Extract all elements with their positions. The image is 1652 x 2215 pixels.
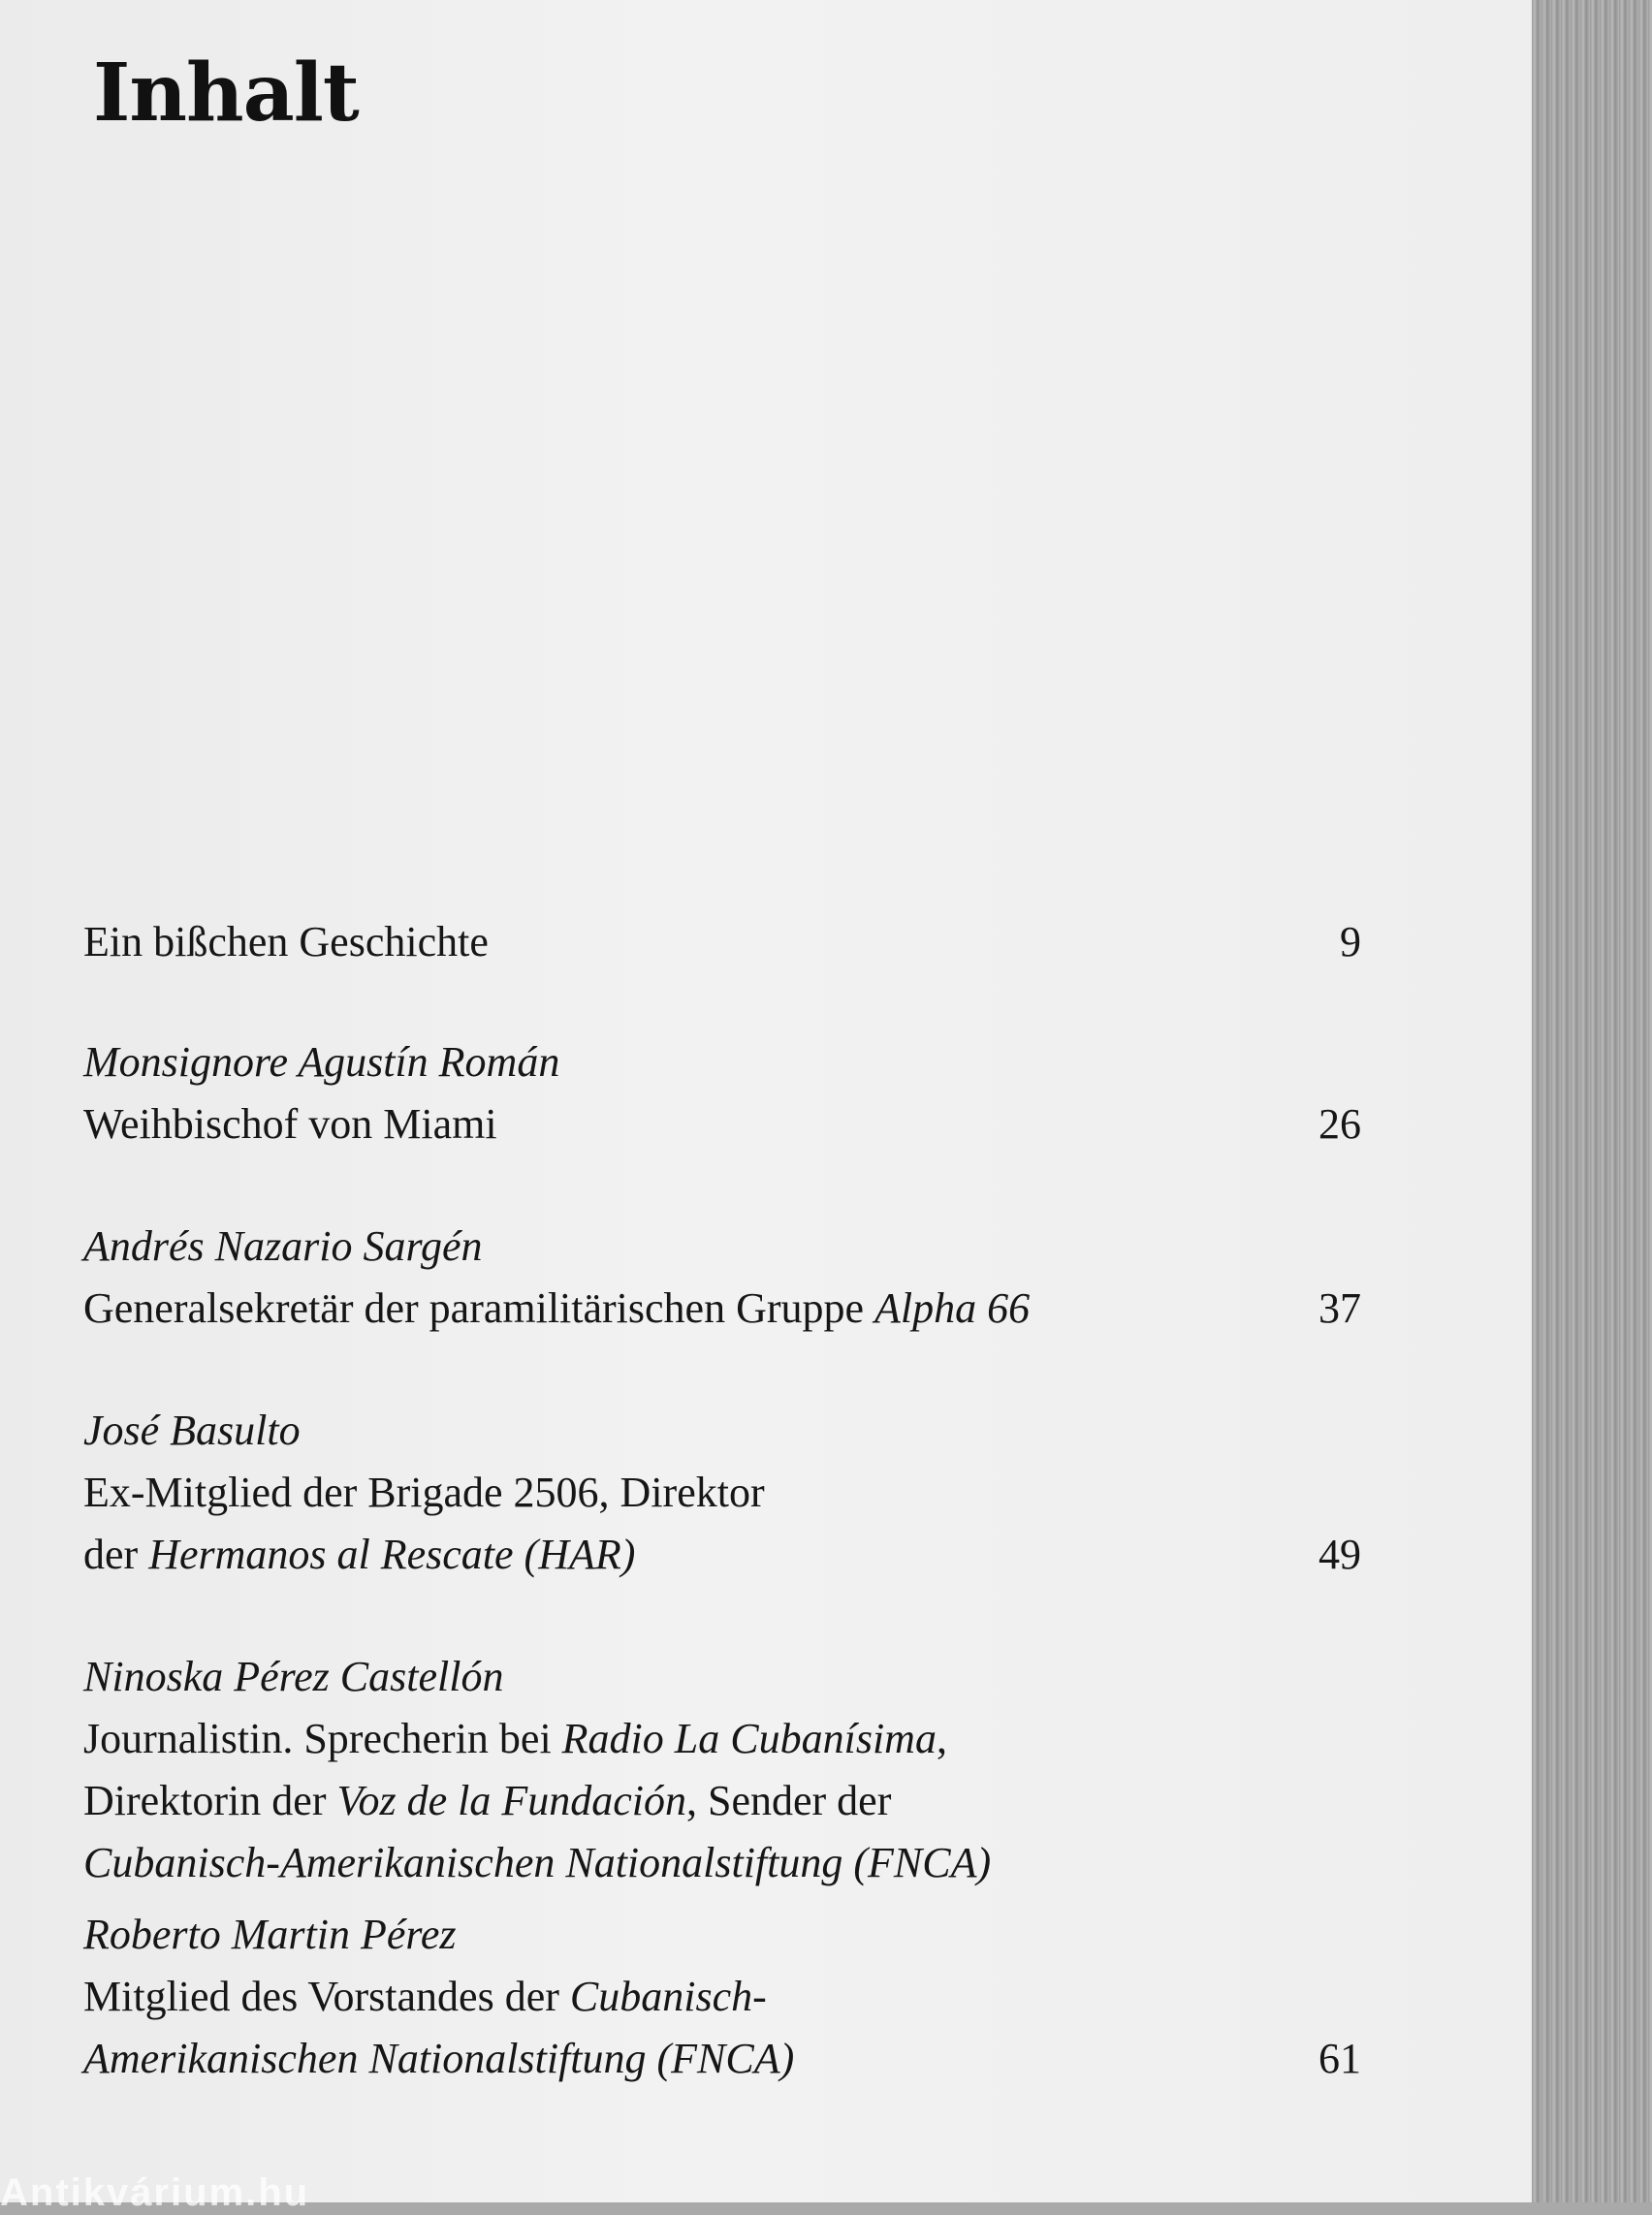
entry-description <box>83 1278 1361 1340</box>
description-text: Generalsekretär der paramilitärischen Gruppe <box>83 1284 865 1332</box>
page-edge <box>1532 0 1652 2202</box>
description-text: , Sender der <box>685 1777 892 1824</box>
toc-entry <box>83 911 1361 973</box>
description-text: Mitglied des Vorstandes der <box>83 1973 559 2020</box>
entry-author: José Basulto <box>83 1407 301 1454</box>
entry-description-line-1 <box>83 1966 1361 2028</box>
station-name: Voz de la Fundación <box>336 1777 686 1824</box>
entry-description-line-2 <box>83 2028 1361 2090</box>
organization-name: Amerikanischen Nationalstiftung (FNCA) <box>83 2035 795 2082</box>
entry-description-line-1 <box>83 1708 1361 1770</box>
toc-entry <box>83 1031 1361 1155</box>
station-name: Radio La Cubanísima <box>561 1715 937 1762</box>
entry-author: Monsignore Agustín Román <box>83 1038 560 1086</box>
description-text: Journalistin. Sprecherin bei <box>83 1715 552 1762</box>
description-text: der <box>83 1531 139 1578</box>
entry-author: Andrés Nazario Sargén <box>83 1222 483 1270</box>
entry-description-line-1: Ex-Mitglied der Brigade 2506, Direktor <box>83 1469 765 1516</box>
punctuation: , <box>936 1715 947 1762</box>
organization-name: Cubanisch-Amerikanischen Nationalstiftung (FNCA) <box>83 1839 992 1886</box>
organization-name: Hermanos al Rescate (HAR) <box>148 1531 636 1578</box>
page-title: Inhalt <box>93 47 359 140</box>
toc-entry <box>83 1216 1361 1340</box>
entry-author: Roberto Martin Pérez <box>83 1911 457 1958</box>
description-text: Direktorin der <box>83 1777 327 1824</box>
entry-title: Ein bißchen Geschichte <box>83 918 489 965</box>
toc-entry <box>83 1646 1361 1894</box>
entry-author: Ninoska Pérez Castellón <box>83 1653 504 1700</box>
toc-entry <box>83 1400 1361 1586</box>
page-number: 26 <box>1318 1100 1361 1148</box>
entry-description-line-3 <box>83 1832 1361 1894</box>
page-number: 37 <box>1318 1284 1361 1332</box>
toc-entry <box>83 1904 1361 2090</box>
group-name: Alpha 66 <box>874 1284 1031 1332</box>
table-of-contents <box>83 911 1361 2090</box>
organization-name: Cubanisch- <box>569 1973 767 2020</box>
page-number: 9 <box>1340 918 1361 965</box>
page-number: 49 <box>1318 1531 1361 1578</box>
watermark: Antikvárium.hu <box>0 2171 310 2214</box>
page-number: 61 <box>1318 2035 1361 2082</box>
entry-description: Weihbischof von Miami <box>83 1100 497 1148</box>
entry-description-line-2 <box>83 1524 1361 1586</box>
entry-description-line-2 <box>83 1770 1361 1832</box>
